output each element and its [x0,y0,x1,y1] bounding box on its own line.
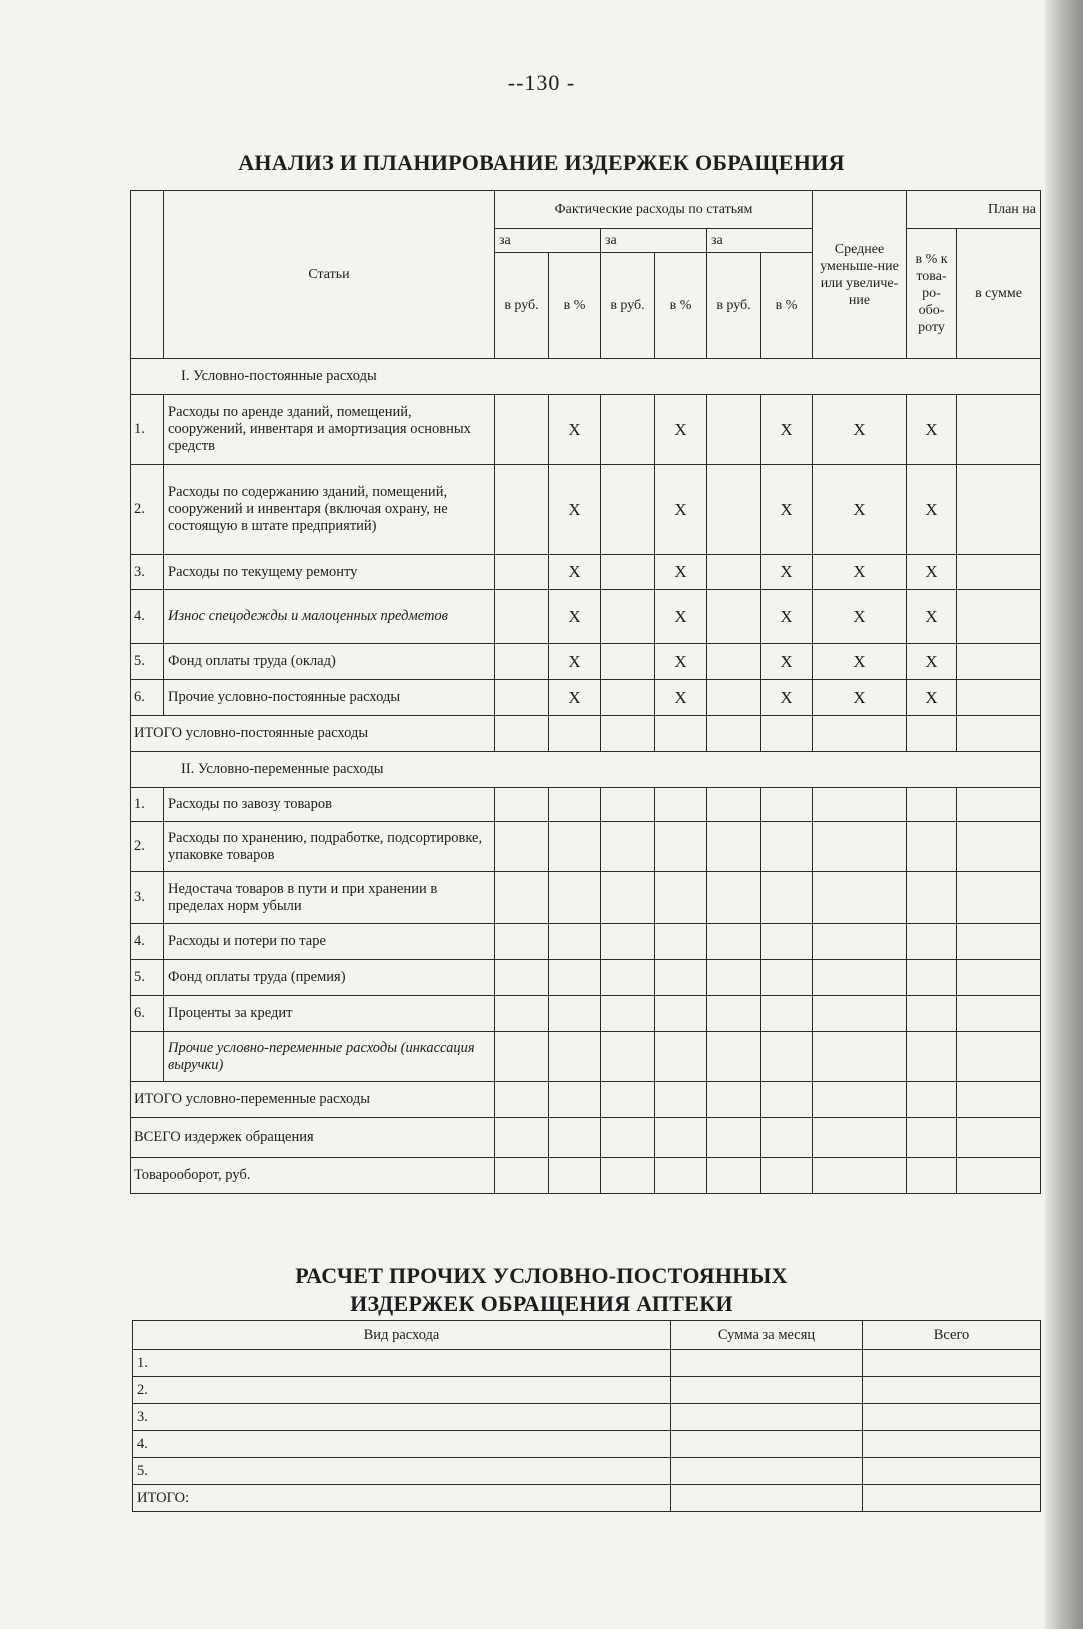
page-number: --130 - [507,70,576,95]
row-text: Расходы и потери по таре [164,924,495,960]
table2-row: 2. [133,1377,671,1404]
x-mark: X [549,555,601,590]
x-mark: X [655,590,707,644]
section1-title: I. Условно-постоянные расходы [131,359,1041,395]
row-num: 5. [131,644,164,680]
grand-total: ВСЕГО издержек обращения [131,1118,495,1158]
header-plan-pct: в % к това-ро-обо-роту [907,229,957,359]
x-mark: X [813,395,907,465]
row-num: 4. [131,590,164,644]
table2-total: ИТОГО: [133,1485,671,1512]
x-mark: X [761,395,813,465]
x-mark: X [813,590,907,644]
x-mark: X [655,644,707,680]
header-za-1: за [495,229,601,253]
row-num: 2. [131,465,164,555]
section2-title: II. Условно-переменные расходы [131,752,1041,788]
header-pct-3: в % [761,253,813,359]
table2-row: 1. [133,1350,671,1377]
row-text: Расходы по содержанию зданий, помещений, сооружений и инвентаря (включая охрану, не состоящую в штате предприятий) [164,465,495,555]
x-mark: X [761,590,813,644]
x-mark: X [761,465,813,555]
row-num: 2. [131,822,164,872]
row-text: Фонд оплаты труда (оклад) [164,644,495,680]
x-mark: X [907,680,957,716]
main-table-title: АНАЛИЗ И ПЛАНИРОВАНИЕ ИЗДЕРЖЕК ОБРАЩЕНИЯ [238,150,845,175]
row-text: Износ спецодежды и малоценных предметов [164,590,495,644]
x-mark: X [761,644,813,680]
x-mark: X [549,644,601,680]
row-text: Расходы по хранению, подработке, подсортировке, упаковке товаров [164,822,495,872]
x-mark: X [813,644,907,680]
row-text: Расходы по аренде зданий, помещений, сооружений, инвентаря и амортизация основных средств [164,395,495,465]
x-mark: X [549,590,601,644]
row-num: 3. [131,872,164,924]
row-text: Прочие условно-переменные расходы (инкассация выручки) [164,1032,495,1082]
row-num: 6. [131,996,164,1032]
header-rub-2: в руб. [601,253,655,359]
header-pct-2: в % [655,253,707,359]
x-mark: X [761,680,813,716]
x-mark: X [813,555,907,590]
header-stati: Статьи [164,191,495,359]
x-mark: X [907,644,957,680]
row-text: Расходы по завозу товаров [164,788,495,822]
row-num [131,1032,164,1082]
row-num: 1. [131,395,164,465]
col-vid-rashoda: Вид расхода [133,1321,671,1350]
header-rub-1: в руб. [495,253,549,359]
header-plan-sum: в сумме [957,229,1041,359]
x-mark: X [907,590,957,644]
other-costs-table [132,1320,1041,1512]
header-za-3: за [707,229,813,253]
turnover-row: Товарооборот, руб. [131,1158,495,1194]
x-mark: X [907,465,957,555]
row-num: 4. [131,924,164,960]
row-text: Фонд оплаты труда (премия) [164,960,495,996]
x-mark: X [549,465,601,555]
x-mark: X [655,555,707,590]
second-title-line2: ИЗДЕРЖЕК ОБРАЩЕНИЯ АПТЕКИ [350,1291,733,1316]
x-mark: X [907,395,957,465]
header-pct-1: в % [549,253,601,359]
row-num: 1. [131,788,164,822]
cost-analysis-table [130,190,1041,1194]
x-mark: X [549,395,601,465]
second-table-title [0,1262,1083,1318]
x-mark: X [813,465,907,555]
x-mark: X [907,555,957,590]
header-plan: План на [907,191,1041,229]
section2-total: ИТОГО условно-переменные расходы [131,1082,495,1118]
page-edge-shadow [1045,0,1083,1629]
row-text: Прочие условно-постоянные расходы [164,680,495,716]
second-title-line1: РАСЧЕТ ПРОЧИХ УСЛОВНО-ПОСТОЯННЫХ [295,1263,788,1288]
row-num: 5. [131,960,164,996]
row-text: Проценты за кредит [164,996,495,1032]
table2-row: 5. [133,1458,671,1485]
table2-row: 4. [133,1431,671,1458]
header-avg: Среднее уменьше-ние или увеличе-ние [813,191,907,359]
table2-row: 3. [133,1404,671,1431]
row-text: Расходы по текущему ремонту [164,555,495,590]
header-rub-3: в руб. [707,253,761,359]
header-fact: Фактические расходы по статьям [495,191,813,229]
row-num: 6. [131,680,164,716]
row-text: Недостача товаров в пути и при хранении в пределах норм убыли [164,872,495,924]
row-num: 3. [131,555,164,590]
x-mark: X [761,555,813,590]
x-mark: X [813,680,907,716]
header-num-cell [131,191,164,359]
x-mark: X [655,465,707,555]
header-za-2: за [601,229,707,253]
x-mark: X [549,680,601,716]
x-mark: X [655,680,707,716]
col-vsego: Всего [863,1321,1041,1350]
col-summa: Сумма за месяц [671,1321,863,1350]
section1-total: ИТОГО условно-постоянные расходы [131,716,495,752]
x-mark: X [655,395,707,465]
